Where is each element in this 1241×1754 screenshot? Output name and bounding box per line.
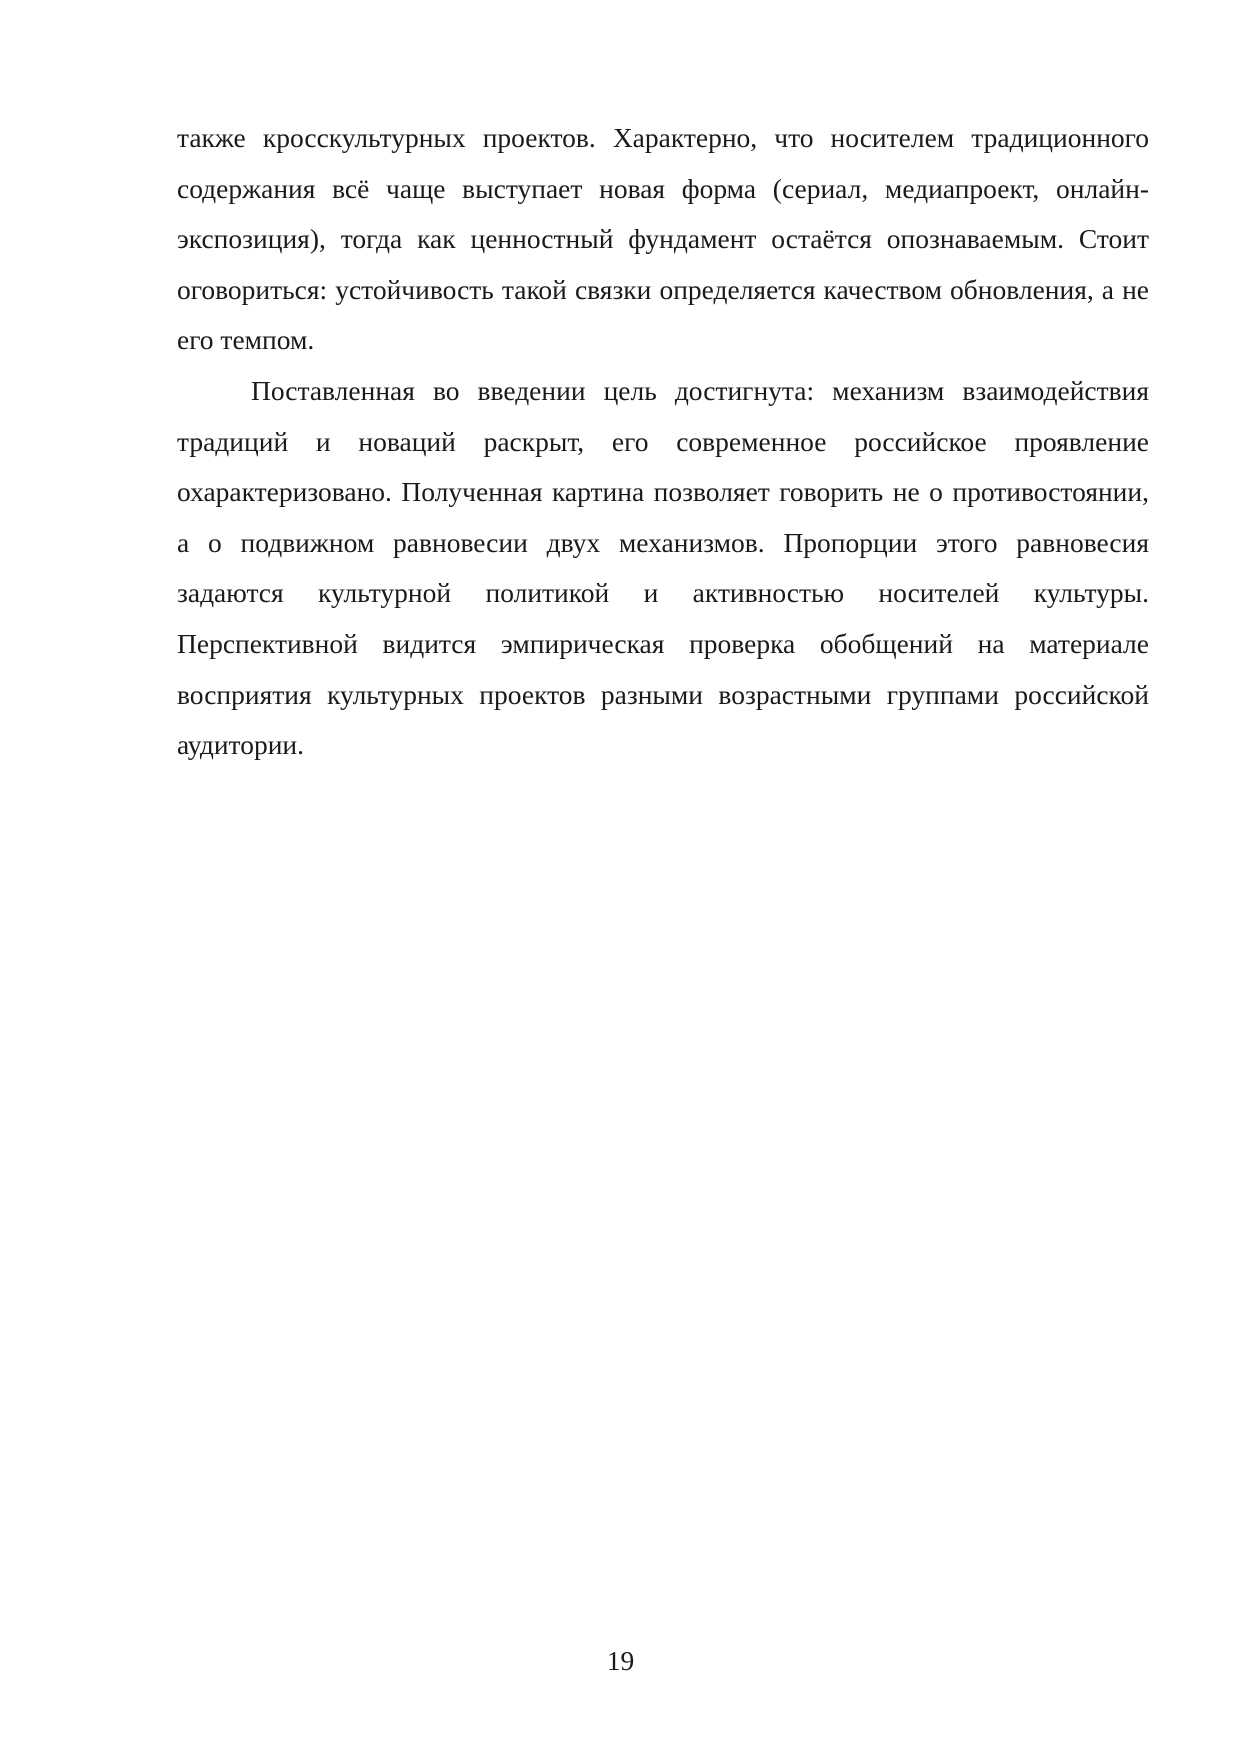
paragraph-conclusion: Поставленная во введении цель достигнута: механизм взаимодействия традиций и новаций раскрыт, его современное российское проявление охарактеризовано. Полученная картина позволяет говорить не о противостоянии, а о подвижном равновесии двух механизмов. Пропорции этого равновесия задаются культурной политикой и активностью носителей культуры. Перспективной видится эмпирическая проверка обобщений на материале восприятия культурных проектов разными возрастными группами российской аудитории. [177, 374, 1149, 761]
paragraph-continuation: также кросскультурных проектов. Характерно, что носителем традиционного содержания всё чаще выступает новая форма (сериал, медиапроект, онлайн-экспозиция), тогда как ценностный фундамент остаётся опознаваемым. Стоит оговориться: устойчивость такой связки определяется качеством обновления, а не его темпом. [177, 122, 1149, 356]
body-text [177, 113, 1149, 771]
page-number: 19 [606, 1645, 635, 1676]
